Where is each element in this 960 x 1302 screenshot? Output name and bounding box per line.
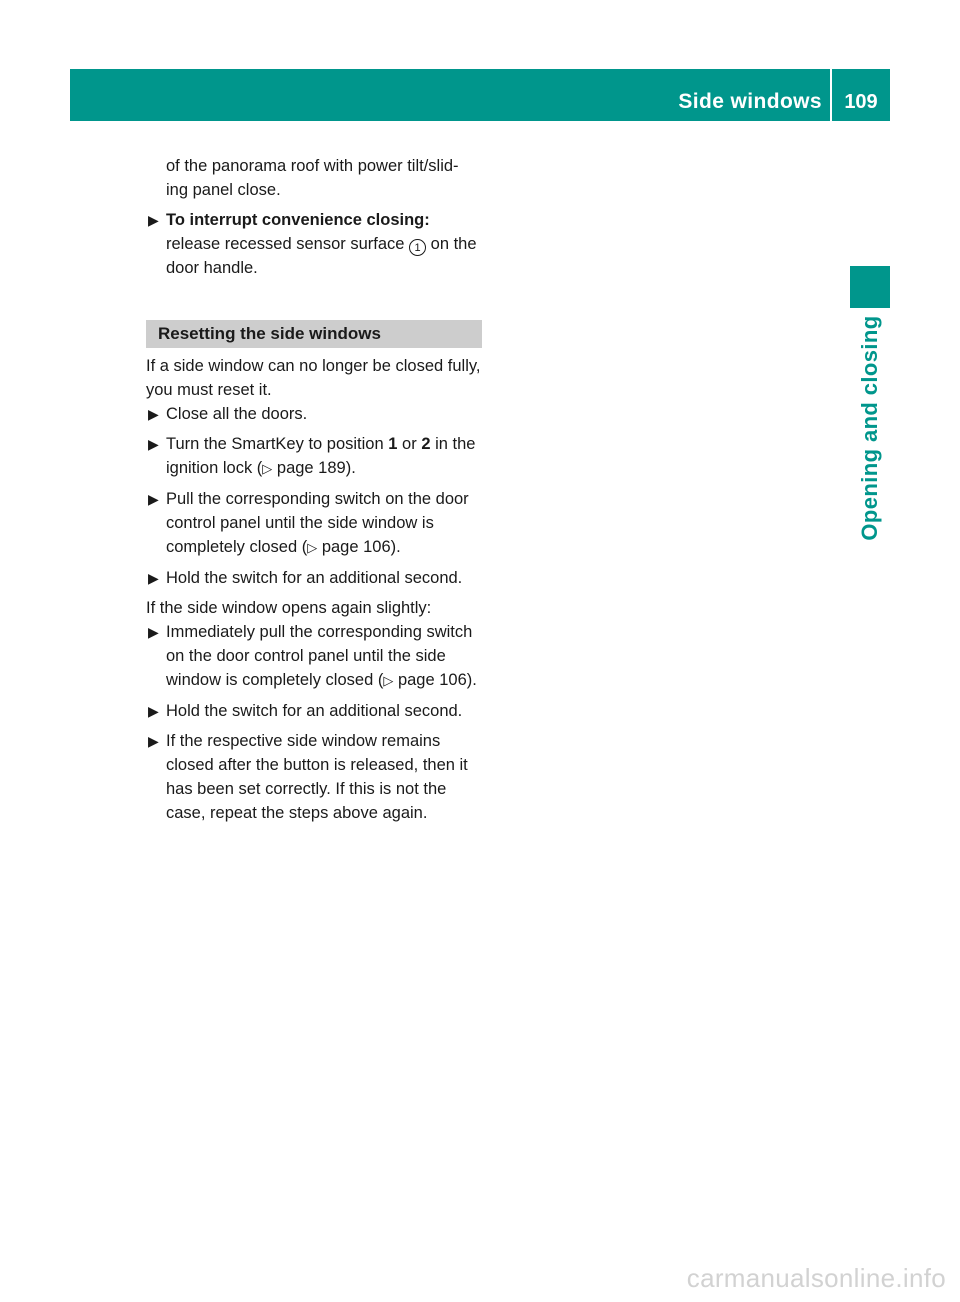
turn-key-text-1: Turn the SmartKey to position (166, 435, 384, 453)
step-arrow-icon: ▶ (148, 406, 159, 422)
header-bar (70, 69, 890, 121)
watermark: carmanualsonline.info (686, 1263, 946, 1293)
interrupt-text-after: on the (430, 235, 477, 253)
step-hold-again (146, 699, 482, 723)
header-title: Side windows (678, 90, 822, 113)
step-turn-key (146, 432, 482, 481)
position-2: 2 (421, 435, 431, 453)
pull-again-text: Immediately pull the corresponding switch on the door control panel until the side window is completely closed ( (166, 623, 473, 689)
interrupt-title: To interrupt convenience closing: (166, 211, 430, 229)
page-ref-icon: ▷ (383, 673, 394, 688)
turn-key-or: or (402, 435, 417, 453)
if-opens-text: If the side window opens again slightly: (146, 599, 432, 617)
step-arrow-icon: ▶ (148, 733, 159, 749)
page-ref-icon: ▷ (262, 461, 273, 476)
step-arrow-icon: ▶ (148, 624, 159, 640)
interrupt-text (166, 232, 482, 256)
turn-key-text-2: in the ignition lock ( (166, 435, 476, 477)
section-intro: If a side window can no longer be closed fully, you must reset it. (146, 357, 481, 399)
hold-switch-text: Hold the switch for an additional second. (166, 569, 463, 587)
step-close-doors (146, 402, 482, 426)
intro-line-1: of the panorama roof with power tilt/slid- (166, 157, 459, 175)
turn-key-page-ref[interactable]: page 189). (276, 459, 356, 477)
page-ref-icon: ▷ (307, 540, 318, 555)
step-arrow-icon: ▶ (148, 570, 159, 586)
step-hold-switch (146, 566, 482, 590)
step-check (146, 729, 482, 825)
check-text: If the respective side window remains closed after the button is released, then it has been set correctly. If this is not the case, repeat the steps above again. (166, 732, 468, 822)
pull-switch-page-ref[interactable]: page 106). (321, 538, 401, 556)
section-heading: Resetting the side windows (146, 320, 482, 348)
main-content (146, 154, 482, 831)
side-tab-block (850, 266, 890, 308)
pull-switch-text: Pull the corresponding switch on the door control panel until the side window is completely closed ( (166, 490, 469, 556)
step-close-doors-text: Close all the doors. (166, 405, 308, 423)
step-arrow-icon: ▶ (148, 491, 159, 507)
step-arrow-icon: ▶ (148, 212, 159, 228)
callout-1-icon: 1 (409, 239, 426, 256)
step-arrow-icon: ▶ (148, 703, 159, 719)
hold-again-text: Hold the switch for an additional second. (166, 702, 463, 720)
position-1: 1 (388, 435, 398, 453)
page-number: 109 (844, 91, 878, 113)
intro-text (146, 154, 482, 202)
step-pull-switch (146, 487, 482, 560)
step-arrow-icon: ▶ (148, 436, 159, 452)
step-interrupt (146, 208, 482, 280)
step-pull-again (146, 620, 482, 693)
interrupt-line-2: door handle. (166, 259, 258, 277)
interrupt-text-before: release recessed sensor surface (166, 235, 405, 253)
side-tab-label: Opening and closing (857, 315, 882, 541)
pull-again-page-ref[interactable]: page 106). (397, 671, 477, 689)
intro-line-2: ing panel close. (166, 181, 281, 199)
